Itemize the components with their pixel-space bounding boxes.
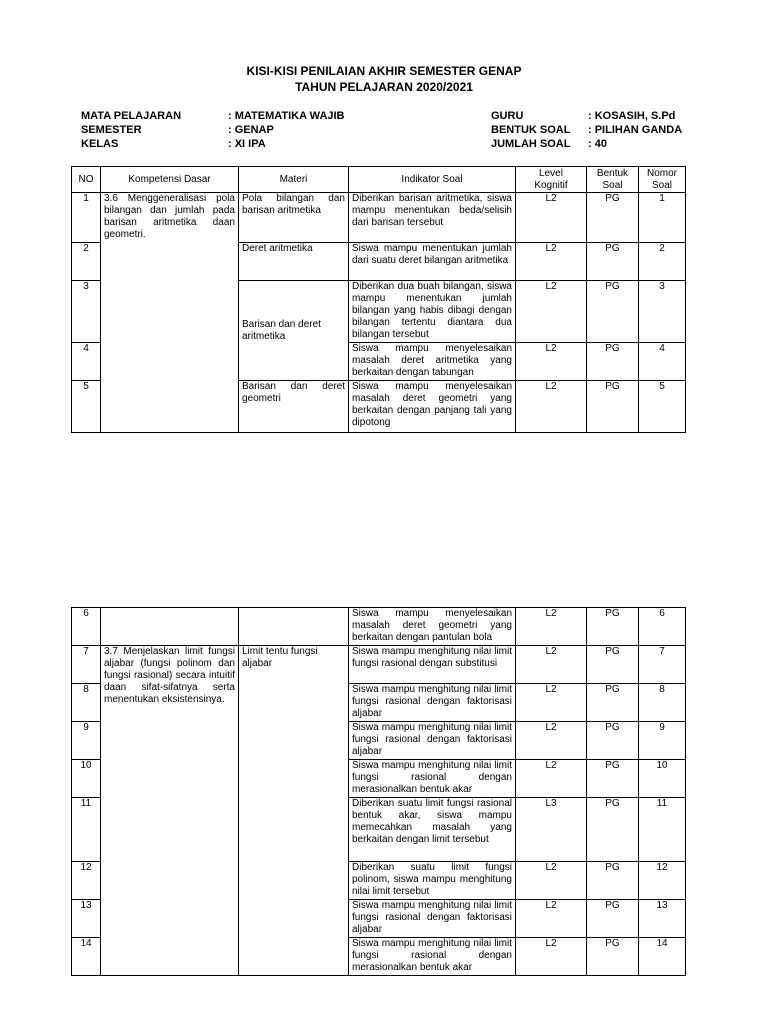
kompetensi-dasar-cell-empty <box>101 608 239 646</box>
header-nomor-soal <box>639 167 686 193</box>
nomor-cell: 5 <box>639 381 686 433</box>
nomor-cell: 13 <box>639 900 686 938</box>
bentuk-cell: PG <box>587 646 639 684</box>
level-cell: L2 <box>516 343 587 381</box>
header-materi: Materi <box>239 167 349 193</box>
info-value-kelas: : XI IPA <box>228 138 266 150</box>
bentuk-cell: PG <box>587 938 639 976</box>
level-cell: L2 <box>516 862 587 900</box>
level-cell: L2 <box>516 760 587 798</box>
kompetensi-dasar-cell: 3.6 Menggeneralisasi pola bilangan dan jumlah pada barisan aritmetika daan geometri. <box>101 193 239 433</box>
info-label-guru: GURU <box>491 110 524 122</box>
header-nomor-line-1: Nomor <box>646 167 677 179</box>
header-no: NO <box>72 167 101 193</box>
nomor-cell: 8 <box>639 684 686 722</box>
level-cell: L2 <box>516 281 587 343</box>
row-no: 5 <box>72 381 101 433</box>
nomor-cell: 12 <box>639 862 686 900</box>
row-no: 2 <box>72 243 101 281</box>
bentuk-cell: PG <box>587 862 639 900</box>
header-bentuk-line-1: Bentuk <box>596 167 629 179</box>
info-label-kelas: KELAS <box>81 138 119 150</box>
header-indikator-soal: Indikator Soal <box>349 167 516 193</box>
table-row <box>72 608 686 646</box>
level-cell: L3 <box>516 798 587 862</box>
level-cell: L2 <box>516 381 587 433</box>
row-no: 11 <box>72 798 101 862</box>
header-bentuk-line-2: Soal <box>602 179 623 191</box>
indikator-cell: Siswa mampu menyelesaikan masalah deret aritmetika yang berkaitan dengan tabungan <box>349 343 516 381</box>
info-value-guru: : KOSASIH, S.Pd <box>588 110 676 122</box>
row-no: 10 <box>72 760 101 798</box>
level-cell: L2 <box>516 722 587 760</box>
indikator-cell: Diberikan suatu limit fungsi polinom, siswa mampu menghitung nilai limit tersebut <box>349 862 516 900</box>
info-label-mata-pelajaran: MATA PELAJARAN <box>81 110 182 122</box>
nomor-cell: 2 <box>639 243 686 281</box>
table-header-row <box>72 167 686 193</box>
indikator-cell: Diberikan dua buah bilangan, siswa mampu menentukan jumlah bilangan yang habis dibagi dengan bilangan tertentu diantara dua bilangan tersebut <box>349 281 516 343</box>
bentuk-cell: PG <box>587 722 639 760</box>
nomor-cell: 10 <box>639 760 686 798</box>
nomor-cell: 14 <box>639 938 686 976</box>
indikator-cell: Siswa mampu menyelesaikan masalah deret geometri yang berkaitan dengan pantulan bola <box>349 608 516 646</box>
header-level-line-1: Level <box>539 167 563 179</box>
level-cell: L2 <box>516 193 587 243</box>
row-no: 7 <box>72 646 101 684</box>
row-no: 12 <box>72 862 101 900</box>
nomor-cell: 6 <box>639 608 686 646</box>
info-value-bentuk-soal: : PILIHAN GANDA <box>588 124 683 136</box>
row-no: 13 <box>72 900 101 938</box>
level-cell: L2 <box>516 900 587 938</box>
indikator-cell: Siswa mampu menghitung nilai limit fungsi rasional dengan merasionalkan bentuk akar <box>349 938 516 976</box>
document-title-line-1: KISI-KISI PENILAIAN AKHIR SEMESTER GENAP <box>246 64 522 78</box>
bentuk-cell: PG <box>587 193 639 243</box>
bentuk-cell: PG <box>587 798 639 862</box>
indikator-cell: Siswa mampu menyelesaikan masalah deret geometri yang berkaitan dengan panjang tali yang dipotong <box>349 381 516 433</box>
indikator-cell: Siswa mampu menghitung nilai limit fungsi rasional dengan faktorisasi aljabar <box>349 684 516 722</box>
bentuk-cell: PG <box>587 243 639 281</box>
table-row <box>72 646 686 684</box>
header-level-line-2: Kognitif <box>534 179 568 191</box>
kompetensi-dasar-cell: 3.7 Menjelaskan limit fungsi aljabar (fungsi polinom dan fungsi rasional) secara intuitif daan sifat-sifatnya serta menentukan eksistensinya. <box>101 646 239 976</box>
level-cell: L2 <box>516 938 587 976</box>
info-value-mata-pelajaran: : MATEMATIKA WAJIB <box>228 110 345 122</box>
nomor-cell: 9 <box>639 722 686 760</box>
materi-cell: Deret aritmetika <box>239 243 349 281</box>
row-no: 4 <box>72 343 101 381</box>
materi-cell: Barisan dan deret aritmetika <box>239 281 349 381</box>
materi-cell: Barisan dan deret geometri <box>239 381 349 433</box>
level-cell: L2 <box>516 684 587 722</box>
info-value-jumlah-soal: : 40 <box>588 138 607 150</box>
nomor-cell: 4 <box>639 343 686 381</box>
materi-cell-empty <box>239 608 349 646</box>
bentuk-cell: PG <box>587 381 639 433</box>
bentuk-cell: PG <box>587 343 639 381</box>
row-no: 9 <box>72 722 101 760</box>
row-no: 8 <box>72 684 101 722</box>
indikator-cell: Siswa mampu menghitung nilai limit fungsi rasional dengan substitusi <box>349 646 516 684</box>
bentuk-cell: PG <box>587 608 639 646</box>
materi-cell: Pola bilangan dan barisan aritmetika <box>239 193 349 243</box>
info-label-bentuk-soal: BENTUK SOAL <box>491 124 571 136</box>
row-no: 6 <box>72 608 101 646</box>
info-label-semester: SEMESTER <box>81 124 142 136</box>
header-kompetensi-dasar: Kompetensi Dasar <box>101 167 239 193</box>
bentuk-cell: PG <box>587 684 639 722</box>
nomor-cell: 7 <box>639 646 686 684</box>
indikator-cell: Siswa mampu menentukan jumlah dari suatu deret bilangan aritmetika <box>349 243 516 281</box>
indikator-cell: Siswa mampu menghitung nilai limit fungsi rasional dengan merasionalkan bentuk akar <box>349 760 516 798</box>
materi-cell: Limit tentu fungsi aljabar <box>239 646 349 976</box>
kisi-kisi-table-part-1 <box>71 166 686 433</box>
bentuk-cell: PG <box>587 900 639 938</box>
row-no: 14 <box>72 938 101 976</box>
table-row <box>72 193 686 243</box>
nomor-cell: 11 <box>639 798 686 862</box>
level-cell: L2 <box>516 646 587 684</box>
nomor-cell: 3 <box>639 281 686 343</box>
nomor-cell: 1 <box>639 193 686 243</box>
bentuk-cell: PG <box>587 760 639 798</box>
level-cell: L2 <box>516 243 587 281</box>
header-nomor-line-2: Soal <box>651 179 672 191</box>
row-no: 3 <box>72 281 101 343</box>
document-title-line-2: TAHUN PELAJARAN 2020/2021 <box>295 80 473 94</box>
info-value-semester: : GENAP <box>228 124 274 136</box>
info-label-jumlah-soal: JUMLAH SOAL <box>491 138 571 150</box>
kisi-kisi-table-part-2 <box>71 607 686 976</box>
header-level-kognitif <box>516 167 587 193</box>
row-no: 1 <box>72 193 101 243</box>
level-cell: L2 <box>516 608 587 646</box>
indikator-cell: Diberikan barisan aritmetika, siswa mampu menentukan beda/selisih dari barisan tersebut <box>349 193 516 243</box>
indikator-cell: Siswa mampu menghitung nilai limit fungsi rasional dengan faktorisasi aljabar <box>349 722 516 760</box>
indikator-cell: Siswa mampu menghitung nilai limit fungsi rasional dengan faktorisasi aljabar <box>349 900 516 938</box>
bentuk-cell: PG <box>587 281 639 343</box>
indikator-cell: Diberikan suatu limit fungsi rasional bentuk akar, siswa mampu memecahkan masalah yang berkaitan dengan limit tersebut <box>349 798 516 862</box>
header-bentuk-soal <box>587 167 639 193</box>
